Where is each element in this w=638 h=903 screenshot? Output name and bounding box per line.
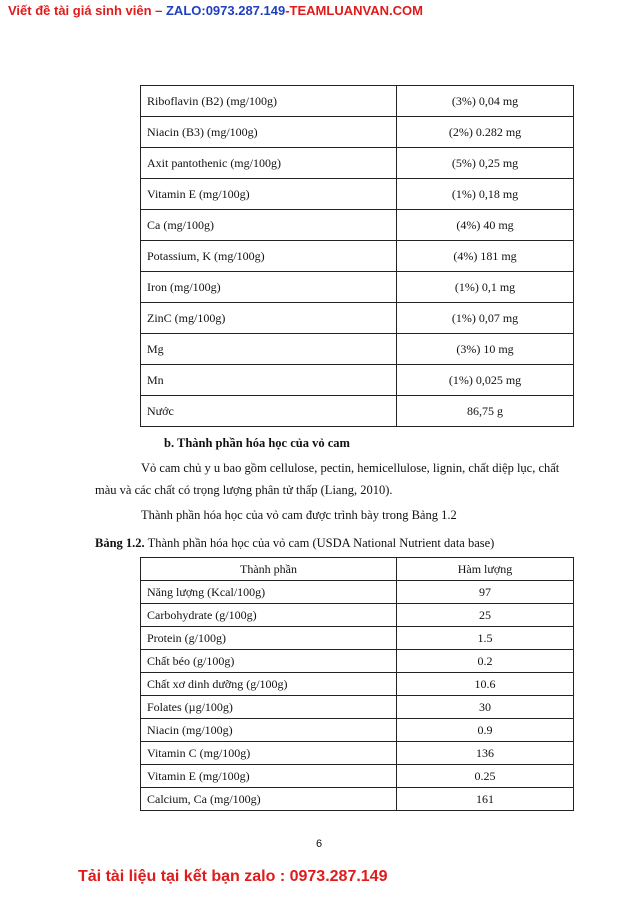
component-value-cell: 161 <box>397 788 574 811</box>
component-value-cell: 1.5 <box>397 627 574 650</box>
table-row <box>141 241 574 272</box>
table-row <box>141 365 574 396</box>
table-caption-label: Bảng 1.2. <box>95 536 145 550</box>
table-row <box>141 117 574 148</box>
table-row <box>141 272 574 303</box>
component-value-cell: 10.6 <box>397 673 574 696</box>
table-row <box>141 696 574 719</box>
table-row <box>141 179 574 210</box>
section-heading: b. Thành phần hóa học của vỏ cam <box>164 436 350 450</box>
nutrient-table-continued <box>140 85 574 427</box>
table-row <box>141 719 574 742</box>
table-row <box>141 788 574 811</box>
component-value-cell: (3%) 0,04 mg <box>397 86 574 117</box>
component-name-cell: Calcium, Ca (mg/100g) <box>141 788 397 811</box>
component-value-cell: (1%) 0,18 mg <box>397 179 574 210</box>
component-value-cell: (2%) 0.282 mg <box>397 117 574 148</box>
component-name-cell: Niacin (mg/100g) <box>141 719 397 742</box>
component-value-cell: (3%) 10 mg <box>397 334 574 365</box>
table-caption <box>95 536 494 551</box>
component-name-cell: Nước <box>141 396 397 427</box>
component-value-cell: (1%) 0,1 mg <box>397 272 574 303</box>
component-value-cell: 0.2 <box>397 650 574 673</box>
footer-banner[interactable]: Tải tài liệu tại kết bạn zalo : 0973.287.149 <box>78 868 388 885</box>
table-row <box>141 627 574 650</box>
component-value-cell: 136 <box>397 742 574 765</box>
table-row <box>141 210 574 241</box>
table-row <box>141 765 574 788</box>
component-name-cell: Riboflavin (B2) (mg/100g) <box>141 86 397 117</box>
component-name-cell: Folates (µg/100g) <box>141 696 397 719</box>
component-value-cell: (5%) 0,25 mg <box>397 148 574 179</box>
table-row <box>141 303 574 334</box>
paragraph-line-2: màu và các chất có trọng lượng phân tử thấp (Liang, 2010). <box>95 483 393 497</box>
component-value-cell: 0.9 <box>397 719 574 742</box>
column-header-component: Thành phần <box>141 558 397 581</box>
composition-table-body <box>141 581 574 811</box>
component-name-cell: Năng lượng (Kcal/100g) <box>141 581 397 604</box>
component-name-cell: Chất xơ dinh dưỡng (g/100g) <box>141 673 397 696</box>
header-text-red: Viết đề tài giá sinh viên – <box>8 3 166 18</box>
component-name-cell: Mn <box>141 365 397 396</box>
component-value-cell: 86,75 g <box>397 396 574 427</box>
table-row <box>141 742 574 765</box>
paragraph-line-1: Vỏ cam chủ y u bao gồm cellulose, pectin, hemicellulose, lignin, chất diệp lục, chất <box>141 461 560 475</box>
component-value-cell: 25 <box>397 604 574 627</box>
component-name-cell: Chất béo (g/100g) <box>141 650 397 673</box>
component-name-cell: Axit pantothenic (mg/100g) <box>141 148 397 179</box>
table-row <box>141 650 574 673</box>
component-value-cell: 97 <box>397 581 574 604</box>
component-name-cell: Vitamin E (mg/100g) <box>141 765 397 788</box>
table-caption-text: Thành phần hóa học của vỏ cam (USDA National Nutrient data base) <box>144 536 495 550</box>
component-name-cell: Mg <box>141 334 397 365</box>
component-name-cell: Vitamin C (mg/100g) <box>141 742 397 765</box>
component-name-cell: Potassium, K (mg/100g) <box>141 241 397 272</box>
component-name-cell: Carbohydrate (g/100g) <box>141 604 397 627</box>
component-value-cell: (1%) 0,07 mg <box>397 303 574 334</box>
component-value-cell: (1%) 0,025 mg <box>397 365 574 396</box>
page-number: 6 <box>315 838 323 850</box>
component-name-cell: Vitamin E (mg/100g) <box>141 179 397 210</box>
paragraph-table-reference: Thành phần hóa học của vỏ cam được trình bày trong Bảng 1.2 <box>141 508 457 522</box>
table-row <box>141 148 574 179</box>
component-name-cell: Niacin (B3) (mg/100g) <box>141 117 397 148</box>
table-header-row <box>141 558 574 581</box>
header-site-name: -TEAMLUANVAN.COM <box>285 3 423 18</box>
component-name-cell: ZinC (mg/100g) <box>141 303 397 334</box>
component-value-cell: (4%) 181 mg <box>397 241 574 272</box>
header-banner <box>8 3 423 18</box>
component-value-cell: (4%) 40 mg <box>397 210 574 241</box>
table-row <box>141 86 574 117</box>
table-row <box>141 604 574 627</box>
table-row <box>141 334 574 365</box>
nutrient-table-body <box>141 86 574 427</box>
table-row <box>141 673 574 696</box>
component-name-cell: Iron (mg/100g) <box>141 272 397 303</box>
column-header-content: Hàm lượng <box>397 558 574 581</box>
header-zalo-link[interactable]: ZALO:0973.287.149 <box>165 3 286 18</box>
orange-peel-composition-table <box>140 557 574 811</box>
component-value-cell: 30 <box>397 696 574 719</box>
component-name-cell: Ca (mg/100g) <box>141 210 397 241</box>
component-value-cell: 0.25 <box>397 765 574 788</box>
table-row <box>141 581 574 604</box>
component-name-cell: Protein (g/100g) <box>141 627 397 650</box>
table-row <box>141 396 574 427</box>
